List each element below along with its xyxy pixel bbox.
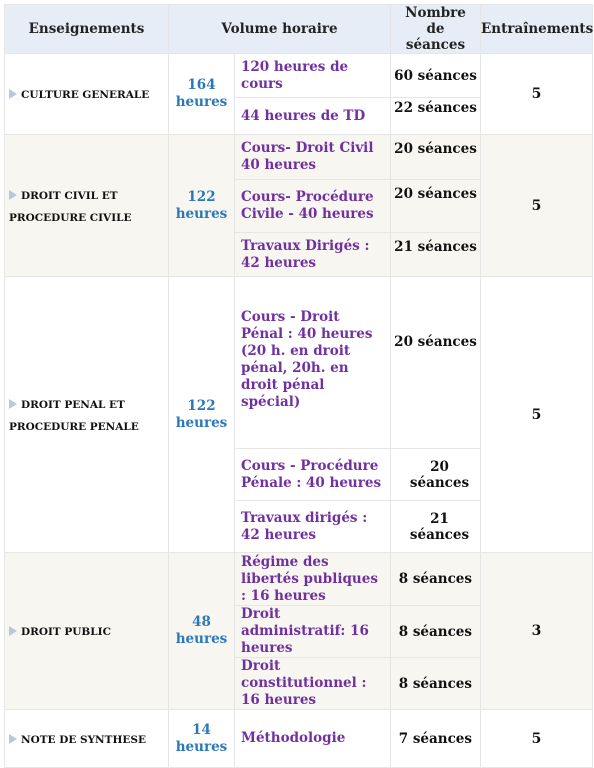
hours-cell: 122 heures bbox=[169, 277, 235, 553]
subject-label-line2: PROCEDURE PENALE bbox=[9, 420, 139, 433]
course-label: 44 heures de TD bbox=[235, 98, 391, 135]
hours-cell: 48 heures bbox=[169, 553, 235, 710]
course-label: Droit constitutionnel : 16 heures bbox=[235, 658, 391, 710]
course-label: Régime des libertés publiques : 16 heures bbox=[235, 553, 391, 606]
triangle-bullet-icon bbox=[9, 734, 17, 744]
hours-cell: 164 heures bbox=[169, 54, 235, 135]
table-row bbox=[5, 553, 593, 606]
subject-label: DROIT PUBLIC bbox=[21, 626, 111, 638]
seances-cell: 22 séances bbox=[391, 98, 481, 135]
subject-label: CULTURE GENERALE bbox=[21, 89, 150, 101]
header-row bbox=[5, 5, 593, 54]
training-cell: 5 bbox=[481, 277, 593, 553]
subject-cell bbox=[5, 553, 169, 710]
course-label: Méthodologie bbox=[235, 710, 391, 768]
triangle-bullet-icon bbox=[9, 399, 17, 409]
seances-cell: 8 séances bbox=[391, 658, 481, 710]
course-label: Travaux dirigés : 42 heures bbox=[235, 501, 391, 553]
training-cell: 3 bbox=[481, 553, 593, 710]
table-row bbox=[5, 54, 593, 98]
hours-cell: 122 heures bbox=[169, 135, 235, 277]
table-row bbox=[5, 710, 593, 768]
header-volume: Volume horaire bbox=[169, 5, 391, 54]
course-label: Travaux Dirigés : 42 heures bbox=[235, 233, 391, 277]
curriculum-table-container bbox=[4, 4, 594, 755]
triangle-bullet-icon bbox=[9, 626, 17, 636]
course-label: Cours - Droit Pénal : 40 heures (20 h. en droit pénal, 20h. en droit pénal spécial) bbox=[235, 277, 391, 449]
seances-cell: 20 séances bbox=[391, 277, 481, 449]
hours-cell: 14 heures bbox=[169, 710, 235, 768]
seances-cell: 20 séances bbox=[391, 180, 481, 233]
subject-cell bbox=[5, 135, 169, 277]
seances-cell: 20 séances bbox=[391, 449, 481, 501]
triangle-bullet-icon bbox=[9, 190, 17, 200]
subject-cell bbox=[5, 54, 169, 135]
seances-cell: 20 séances bbox=[391, 135, 481, 180]
subject-label-line1: DROIT CIVIL ET bbox=[21, 189, 118, 202]
training-cell: 5 bbox=[481, 135, 593, 277]
course-label: Cours- Droit Civil 40 heures bbox=[235, 135, 391, 180]
seances-cell: 21 séances bbox=[391, 233, 481, 277]
subject-label-line1: DROIT PENAL ET bbox=[21, 398, 125, 411]
seances-cell: 60 séances bbox=[391, 54, 481, 98]
course-label: 120 heures de cours bbox=[235, 54, 391, 98]
subject-cell bbox=[5, 710, 169, 768]
training-cell: 5 bbox=[481, 54, 593, 135]
course-label: Droit administratif: 16 heures bbox=[235, 606, 391, 658]
subject-label: NOTE DE SYNTHESE bbox=[21, 733, 146, 746]
header-entrainements: Entraînements bbox=[481, 5, 593, 54]
header-enseignements: Enseignements bbox=[5, 5, 169, 54]
header-seances: Nombre de séances bbox=[391, 5, 481, 54]
curriculum-table bbox=[4, 4, 593, 768]
course-label: Cours - Procédure Pénale : 40 heures bbox=[235, 449, 391, 501]
table-row bbox=[5, 135, 593, 180]
seances-cell: 21 séances bbox=[391, 501, 481, 553]
training-cell: 5 bbox=[481, 710, 593, 768]
seances-cell: 8 séances bbox=[391, 553, 481, 606]
seances-cell: 7 séances bbox=[391, 710, 481, 768]
subject-label-line2: PROCEDURE CIVILE bbox=[9, 211, 132, 224]
subject-cell bbox=[5, 277, 169, 553]
seances-cell: 8 séances bbox=[391, 606, 481, 658]
table-row bbox=[5, 277, 593, 449]
course-label: Cours- Procédure Civile - 40 heures bbox=[235, 180, 391, 233]
triangle-bullet-icon bbox=[9, 89, 17, 99]
